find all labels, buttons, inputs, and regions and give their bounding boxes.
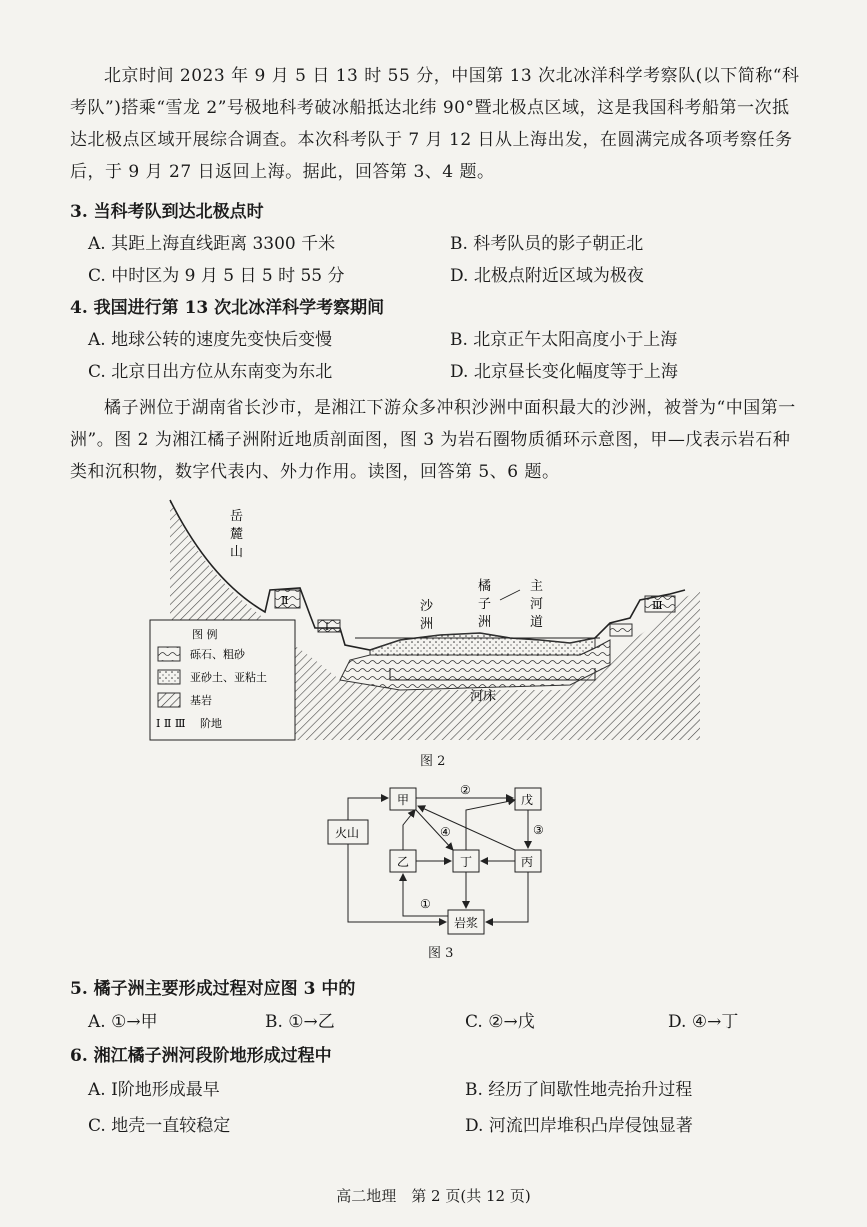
q3-option-c: C. 中时区为 9 月 5 日 5 时 55 分 — [88, 266, 345, 286]
terrace-III-mark: Ⅲ — [652, 599, 663, 612]
question-6-stem: 6. 湘江橘子洲河段阶地形成过程中 — [70, 1046, 332, 1066]
mountain-label-1: 岳 — [230, 509, 244, 524]
q5-option-b: B. ①→乙 — [265, 1012, 335, 1032]
process-3-label: ③ — [533, 823, 544, 837]
q4-option-d: D. 北京昼长变化幅度等于上海 — [450, 362, 678, 382]
shazhou-label-1: 沙 — [420, 599, 434, 614]
zhuhedao-label-1: 主 — [530, 579, 544, 594]
q4-option-a: A. 地球公转的速度先变快后变慢 — [88, 330, 333, 350]
legend-gravel: 砾石、粗砂 — [190, 648, 245, 661]
zhuhedao-label-3: 道 — [530, 615, 544, 630]
juzizhou-label-2: 子 — [478, 597, 492, 612]
wu-label: 戊 — [521, 793, 534, 807]
legend-terrace-symbols: Ⅰ Ⅱ Ⅲ — [156, 717, 186, 730]
passage-juzizhou: 橘子洲位于湖南省长沙市，是湘江下游众多冲积沙洲中面积最大的沙洲，被誉为“中国第一洲”。图 2 为湘江橘子洲附近地质剖面图，图 3 为岩石圈物质循环示意图，甲—戊表示岩石种类和沉积物，数字代表内、外力作用。读图，回答第 5、6 题。 — [70, 398, 796, 482]
q4-option-b: B. 北京正午太阳高度小于上海 — [450, 330, 678, 350]
process-1-label: ① — [420, 897, 431, 911]
figure-3-caption: 图 3 — [428, 946, 454, 961]
terrace-II-mark: Ⅱ — [281, 594, 289, 607]
page-footer: 高二地理 第 2 页(共 12 页) — [336, 1187, 531, 1205]
process-2-label: ② — [460, 783, 471, 797]
terrace-I-left — [318, 620, 340, 632]
figure-2-cross-section — [140, 490, 720, 750]
q6-option-b: B. 经历了间歇性地壳抬升过程 — [465, 1080, 693, 1100]
jia-label: 甲 — [397, 793, 410, 807]
figure-2-legend — [150, 620, 295, 740]
legend-title: 图 例 — [192, 628, 218, 641]
q3-option-b: B. 科考队员的影子朝正北 — [450, 234, 644, 254]
passage-arctic: 北京时间 2023 年 9 月 5 日 13 时 55 分，中国第 13 次北冰洋科学考察队(以下简称“科考队”)搭乘“雪龙 2”号极地科考破冰船抵达北纬 90°暨北极点区域，这是我国科考船第一次抵达北极点区域开展综合调查。本次科考队于 7 月 12 日从上海出发，在圆满完成各项考察任务后，于 9 月 27 日返回上海。据此，回答第 3、4 题。 — [70, 66, 800, 182]
juzizhou-label-1: 橘 — [478, 579, 492, 594]
question-4-stem: 4. 我国进行第 13 次北冰洋科学考察期间 — [70, 298, 385, 318]
zhuhedao-label-2: 河 — [530, 597, 544, 612]
magma-label: 岩浆 — [454, 916, 479, 930]
legend-terrace: 阶地 — [200, 717, 222, 730]
terrace-I-mark: Ⅰ — [325, 622, 329, 633]
bing-label: 丙 — [521, 855, 534, 869]
q6-option-c: C. 地壳一直较稳定 — [88, 1116, 231, 1136]
q6-option-a: A. Ⅰ阶地形成最早 — [88, 1080, 220, 1100]
q3-option-a: A. 其距上海直线距离 3300 千米 — [88, 234, 336, 254]
yi-label: 乙 — [397, 855, 410, 869]
legend-swatch-gravel — [158, 647, 180, 661]
q3-option-d: D. 北极点附近区域为极夜 — [450, 266, 644, 286]
process-4-label: ④ — [440, 825, 451, 839]
legend-swatch-bedrock — [158, 693, 180, 707]
shazhou-label-2: 洲 — [420, 617, 434, 632]
riverbed-label: 河床 — [470, 689, 497, 704]
figure-3-rock-cycle — [320, 780, 560, 940]
ding-label: 丁 — [460, 855, 473, 869]
q5-option-a: A. ①→甲 — [88, 1012, 158, 1032]
mountain-label-2: 麓 — [230, 527, 244, 542]
volcano-label: 火山 — [335, 826, 360, 840]
legend-sand: 亚砂土、亚粘土 — [190, 671, 267, 684]
q4-option-c: C. 北京日出方位从东南变为东北 — [88, 362, 333, 382]
q6-option-d: D. 河流凹岸堆积凸岸侵蚀显著 — [465, 1116, 693, 1136]
q5-option-c: C. ②→戊 — [465, 1012, 535, 1032]
q5-option-d: D. ④→丁 — [668, 1012, 739, 1032]
figure-2-caption: 图 2 — [420, 754, 446, 769]
question-5-stem: 5. 橘子洲主要形成过程对应图 3 中的 — [70, 979, 356, 999]
mountain-label-3: 山 — [230, 545, 244, 560]
sand-layer — [370, 633, 595, 655]
legend-swatch-sand — [158, 670, 180, 684]
legend-bedrock: 基岩 — [190, 694, 212, 707]
juzizhou-label-3: 洲 — [478, 615, 492, 630]
question-3-stem: 3. 当科考队到达北极点时 — [70, 202, 264, 222]
terrace-I-right — [610, 624, 632, 636]
